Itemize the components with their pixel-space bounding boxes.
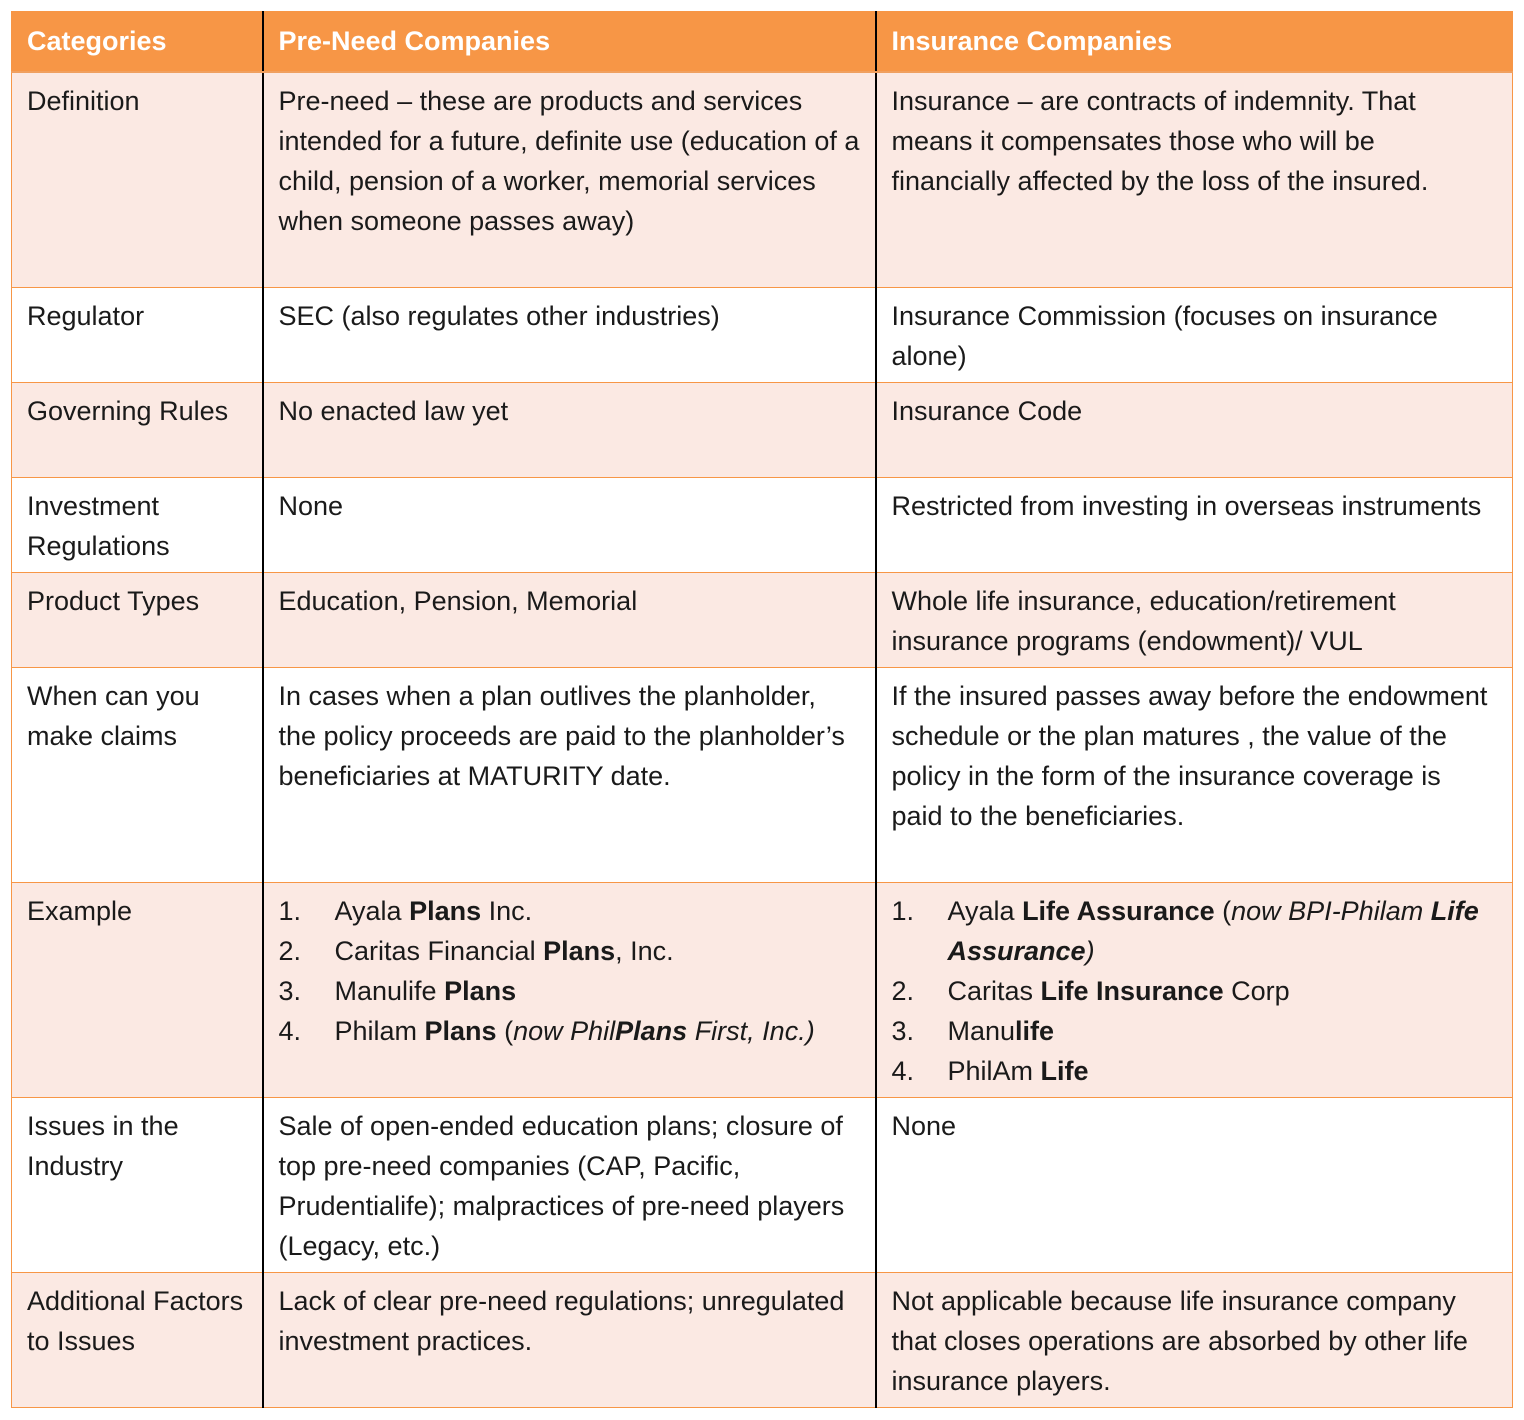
preneed-cell: SEC (also regulates other industries) [263,287,876,382]
list-item: 1. Ayala Plans Inc. [278,895,533,926]
header-preneed: Pre-Need Companies [263,11,876,72]
list-item: 3. Manulife [891,1015,1055,1046]
list-item: 1. Ayala Life Assurance (now BPI-Philam Life Assurance) [891,895,1479,966]
row-issues [12,1097,1513,1272]
list-item: 4. PhilAm Life [891,1055,1089,1086]
preneed-cell: None [263,477,876,572]
row-label: Example [12,882,263,1097]
insurance-cell: Not applicable because life insurance company that closes operations are absorbed by other life insurance players. [876,1272,1513,1407]
row-label: Investment Regulations [12,477,263,572]
preneed-cell [263,882,876,1097]
row-label: Regulator [12,287,263,382]
preneed-cell: Pre-need – these are products and services intended for a future, definite use (education of a child, pension of a worker, memorial services when someone passes away) [263,72,876,287]
preneed-cell: Education, Pension, Memorial [263,572,876,667]
preneed-cell: Lack of clear pre-need regulations; unregulated investment practices. [263,1272,876,1407]
header-row [12,11,1513,72]
row-label: Governing Rules [12,382,263,477]
preneed-cell: Sale of open-ended education plans; closure of top pre-need companies (CAP, Pacific, Prudentialife); malpractices of pre-need players (Legacy, etc.) [263,1097,876,1272]
list-item: 3. Manulife Plans [278,975,517,1006]
row-product-types [12,572,1513,667]
row-additional-factors [12,1272,1513,1407]
list-item: 4. Philam Plans (now PhilPlans First, Inc.) [278,1015,815,1046]
insurance-cell: Insurance Commission (focuses on insurance alone) [876,287,1513,382]
row-definition [12,72,1513,287]
insurance-cell: Restricted from investing in overseas instruments [876,477,1513,572]
row-governing-rules [12,382,1513,477]
row-label: Additional Factors to Issues [12,1272,263,1407]
list-item: 2. Caritas Life Insurance Corp [891,975,1290,1006]
list-item: 2. Caritas Financial Plans, Inc. [278,935,674,966]
insurance-cell: None [876,1097,1513,1272]
row-label: When can you make claims [12,667,263,882]
header-categories: Categories [12,11,263,72]
insurance-cell: Insurance – are contracts of indemnity. That means it compensates those who will be financially affected by the loss of the insured. [876,72,1513,287]
row-label: Product Types [12,572,263,667]
comparison-table [11,11,1513,1408]
row-claims [12,667,1513,882]
row-regulator [12,287,1513,382]
row-investment-regulations [12,477,1513,572]
preneed-example-list [279,891,860,1051]
insurance-cell: Insurance Code [876,382,1513,477]
insurance-cell: Whole life insurance, education/retirement insurance programs (endowment)/ VUL [876,572,1513,667]
preneed-cell: In cases when a plan outlives the planholder, the policy proceeds are paid to the planholder’s beneficiaries at MATURITY date. [263,667,876,882]
insurance-cell: If the insured passes away before the endowment schedule or the plan matures , the value of the policy in the form of the insurance coverage is paid to the beneficiaries. [876,667,1513,882]
insurance-cell [876,882,1513,1097]
header-insurance: Insurance Companies [876,11,1513,72]
row-label: Definition [12,72,263,287]
preneed-cell: No enacted law yet [263,382,876,477]
row-example [12,882,1513,1097]
row-label: Issues in the Industry [12,1097,263,1272]
insurance-example-list [892,891,1498,1091]
